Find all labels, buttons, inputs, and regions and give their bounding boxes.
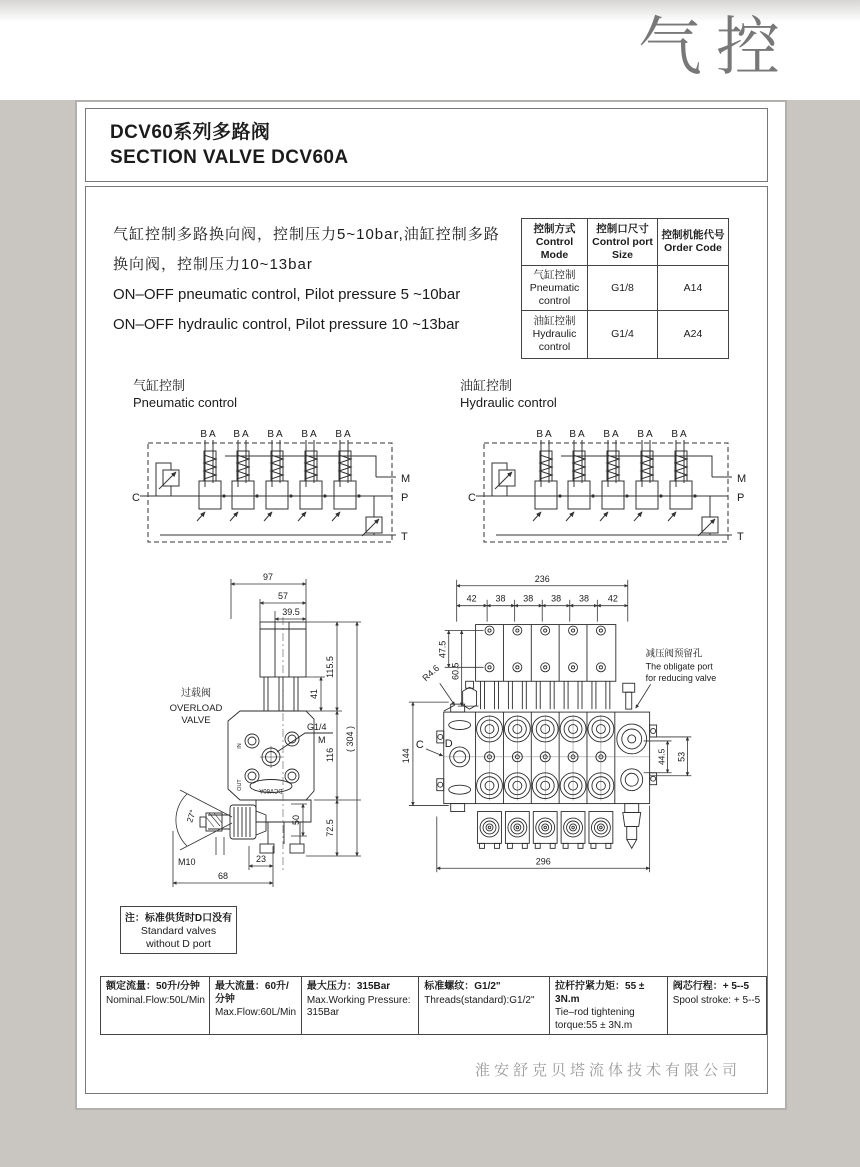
valve-outline [437, 625, 657, 849]
spec-max-pressure: 最大压力：315Bar Max.Working Pressure: 315Bar [301, 977, 418, 1035]
dim-r4-6: R4.6 [420, 663, 442, 684]
cell-mode-hydraulic: 油缸控制 Hydraulic control [522, 311, 588, 359]
port-label-ba: BA [233, 429, 251, 440]
note-en2: without D port [146, 938, 211, 950]
spec-tie-rod-torque: 拉杆拧紧力矩：55 ± 3N.m Tie–rod tightening torque:55 ± 3N.m [550, 977, 668, 1035]
dim-53: 53 [676, 751, 687, 762]
dim-39-5: 39.5 [282, 607, 300, 617]
note-cn: 注：标准供货时D口没有 [124, 913, 233, 924]
schematic-lines [476, 443, 732, 542]
port-label-p: P [401, 492, 409, 504]
dim-304: ( 304 ) [345, 725, 355, 753]
dim-144: 144 [400, 748, 411, 764]
spec-table [100, 976, 767, 1035]
intro-cn-2: 换向阀，控制压力10~13bar [113, 256, 313, 273]
table-row [522, 266, 729, 311]
dim-m10: M10 [178, 857, 196, 867]
dim-seg-38c: 38 [551, 593, 562, 604]
port-label-ba: BA [569, 429, 587, 440]
control-table-header-mode: 控制方式 Control Mode [522, 219, 588, 266]
corner-title: 气控 [638, 12, 794, 83]
overload-valve-label-en2: VALVE [181, 715, 211, 726]
port-label-ba: BA [335, 429, 353, 440]
port-label-ba: BA [671, 429, 689, 440]
port-label-ba: BA [536, 429, 554, 440]
spec-nominal-flow: 额定流量：50升/分钟 Nominal.Flow:50L/Min [101, 977, 210, 1035]
dim-angle-27: 27° [184, 808, 198, 824]
dim-72-5: 72.5 [325, 819, 335, 837]
side-view-drawing [156, 559, 386, 899]
dim-seg-38b: 38 [523, 593, 534, 604]
overload-valve-label-cn: 过载阀 [181, 688, 211, 699]
cell-code-hydraulic: A24 [658, 311, 729, 359]
intro-en-1: ON–OFF pneumatic control, Pilot pressure 5 ~10bar [113, 286, 461, 303]
dim-seg-42a: 42 [466, 593, 477, 604]
page-sheet [75, 100, 787, 1110]
dim-seg-38d: 38 [579, 593, 589, 604]
spec-max-flow: 最大流量：60升/分钟 Max.Flow:60L/Min [209, 977, 301, 1035]
label-c-port: C [415, 738, 424, 751]
company-name: 淮安舒克贝塔流体技术有限公司 [474, 1062, 741, 1079]
title-en: SECTION VALVE DCV60A [110, 147, 349, 168]
spec-threads: 标准螺纹：G1/2" Threads(standard):G1/2" [419, 977, 550, 1035]
dimension-lines [409, 580, 691, 872]
port-label-c: C [132, 492, 140, 504]
cell-port-pneumatic: G1/8 [588, 266, 658, 311]
dim-seg-42b: 42 [607, 593, 618, 604]
intro-en-2: ON–OFF hydraulic control, Pilot pressure 10 ~13bar [113, 316, 460, 333]
dim-57: 57 [277, 591, 289, 601]
dim-97: 97 [262, 572, 274, 582]
dim-115-5: 115.5 [325, 656, 335, 678]
dim-60-5: 60.5 [450, 662, 461, 681]
cell-code-pneumatic: A14 [658, 266, 729, 311]
port-label-m: M [401, 473, 411, 485]
port-label-ba: BA [267, 429, 285, 440]
dim-23: 23 [255, 854, 267, 864]
port-label-ba: BA [200, 429, 218, 440]
spec-spool-stroke: 阀芯行程：+ 5--5 Spool stroke: + 5--5 [667, 977, 766, 1035]
port-label-m: M [737, 473, 747, 485]
hydraulic-schematic [466, 425, 756, 560]
valve-outline [200, 617, 333, 871]
cell-port-hydraulic: G1/4 [588, 311, 658, 359]
dim-44-5: 44.5 [656, 748, 667, 766]
front-view-drawing [399, 559, 767, 899]
dim-seg-38a: 38 [495, 593, 506, 604]
model-tag: DCV60A [259, 787, 283, 793]
dim-50: 50 [291, 814, 301, 826]
dim-41: 41 [309, 688, 319, 700]
reducing-valve-note-en1: The obligate port [645, 661, 713, 672]
label-m-port: M [318, 735, 326, 745]
note-en1: Standard valves [140, 925, 217, 937]
pneumatic-schematic [130, 425, 420, 560]
content-box [85, 186, 768, 1094]
note-box [120, 906, 237, 954]
dim-47-5: 47.5 [437, 640, 448, 659]
port-label-ba: BA [603, 429, 621, 440]
port-label-ba: BA [301, 429, 319, 440]
label-g14: G1/4 [307, 722, 327, 732]
reducing-valve-note-en2: for reducing valve [645, 673, 717, 684]
dim-236: 236 [534, 573, 550, 584]
dim-68: 68 [217, 871, 229, 881]
overload-valve-label-en1: OVERLOAD [169, 703, 223, 714]
control-table-header-code: 控制机能代号 Order Code [658, 219, 729, 266]
label-in: IN [237, 743, 243, 749]
title-cn: DCV60系列多路阀 [110, 122, 271, 143]
port-label-t: T [737, 531, 744, 543]
dim-296: 296 [535, 856, 551, 867]
label-out: OUT [237, 779, 243, 791]
table-row [522, 311, 729, 359]
control-table-header-port: 控制口尺寸 Control port Size [588, 219, 658, 266]
port-label-p: P [737, 492, 745, 504]
control-mode-table [521, 218, 729, 359]
header-box [85, 108, 768, 182]
dim-116: 116 [325, 747, 335, 763]
reducing-valve-note-cn: 减压阀预留孔 [645, 648, 703, 660]
port-label-t: T [401, 531, 408, 543]
port-label-ba: BA [637, 429, 655, 440]
intro-paragraph [113, 220, 500, 340]
cell-mode-pneumatic: 气缸控制 Pneumatic control [522, 266, 588, 311]
schematic-label-pneumatic: 气缸控制 Pneumatic control [133, 378, 238, 410]
intro-cn-1: 气缸控制多路换向阀，控制压力5~10bar,油缸控制多路 [113, 226, 500, 243]
schematic-lines [140, 443, 396, 542]
schematic-label-hydraulic: 油缸控制 Hydraulic control [460, 378, 557, 410]
label-d-port: D [444, 737, 453, 750]
port-label-c: C [468, 492, 476, 504]
